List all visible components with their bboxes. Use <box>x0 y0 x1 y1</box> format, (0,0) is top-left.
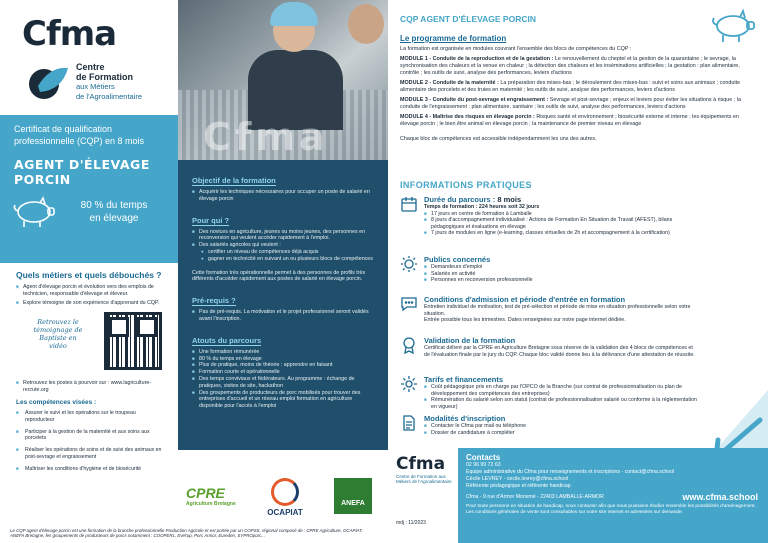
validation-text: Certificat délivré par la CPRE en Agriculture Bretagne sous réserve de la validation des 4 blocs de compétences et de l'évaluation finale par le jury du CQP. Chaque bloc validé donne lieu à la délivrance d'une attestation de réussite. <box>424 345 695 358</box>
ocapiat-ring-icon <box>271 478 299 506</box>
list-item: ■ 80 % du temps en élevage <box>192 356 374 363</box>
page-title: AGENT D'ÉLEVAGE PORCIN <box>14 157 150 187</box>
list-item: ■ Personnes en reconversion professionnelle <box>424 277 700 284</box>
list-item: ■ Salariés en activité <box>424 271 700 278</box>
phone-number[interactable]: 02 96 99 72 63 <box>466 462 501 468</box>
atouts-title: Atouts du parcours <box>192 335 262 345</box>
module-4: MODULE 4 - Maîtrise des risques en élevage porcin : Risques santé et environnement ; biosécurité externe et interne ; les équipements en élevage porcin ; le bien être animal en élevage porcin ; la maintenance de premier niveau en élevage <box>400 114 739 127</box>
list-item: ■ 17 jours en centre de formation à Lamballe <box>424 211 700 218</box>
publics-block <box>400 255 700 284</box>
publics-title: Publics concernés <box>424 255 491 264</box>
handicap-note: Pour toute personne en situation de handicap, nous contacter afin que nous puissions étudier ensemble les possibilités d'aménagement. Les conditions générales de vente sont consultables sur notre site internet et adressées sur demande. <box>466 504 756 515</box>
gear-icon <box>400 375 418 393</box>
right-column <box>388 0 768 543</box>
list-item: ■ Une formation rémunérée <box>192 349 374 356</box>
anefa-logo[interactable]: ANEFA <box>334 478 372 514</box>
qr-note: Retrouvez le témoignage de Baptiste en vidéo <box>33 318 83 351</box>
info-panel <box>178 160 388 450</box>
list-item: ■ Maîtriser les conditions d'hygiène et de biosécurité <box>16 466 166 473</box>
qr-zone <box>16 310 166 376</box>
programme-title: Le programme de formation <box>400 34 507 43</box>
pour-qui-title: Pour qui ? <box>192 215 230 225</box>
cpre-logo[interactable]: CPRE Agriculture Bretagne <box>186 485 236 507</box>
list-item: ■ Agent d'élevage porcin et évolution vers des emplois de technicien, responsable d'élevage et éleveur. <box>16 284 166 298</box>
admission-title: Conditions d'admission et période d'entrée en formation <box>424 295 626 304</box>
watermark: Cfma <box>203 115 329 159</box>
list-item: ■ Pas de pré-requis. La motivation et le projet professionnel seront validés avant l'inscription. <box>192 309 374 323</box>
title-block <box>0 115 178 263</box>
admission-text: Entrée possible tous les trimestres. Dates renseignées sur notre page internet dédiée. <box>424 317 626 324</box>
blocs-note: Chaque bloc de compétences est accessible indépendamment les uns des autres. <box>400 136 597 142</box>
list-item: ■ Coût pédagogique pris en charge par l'OPCO de la Branche (sur contrat de professionnalisation ou plan de développement des compétences des entreprises) <box>424 384 700 397</box>
tarifs-title: Tarifs et financements <box>424 375 504 384</box>
list-item: ■ 7 jours de modules en ligne (e-learning, classes virtuelles de 2h et accompagnement à la certification) <box>424 230 700 237</box>
validation-title: Validation de la formation <box>424 336 516 345</box>
cfma-logo[interactable] <box>0 0 178 115</box>
percent-callout: 80 % du temps en élevage <box>80 200 148 224</box>
list-item: ■ Des groupements de producteurs de porc mobilisés pour trouver des entreprises d'accueil et un réseau emploi formation en agriculture disponible pour l'accès à l'emploi <box>192 390 374 410</box>
programme-section <box>388 0 768 175</box>
badge-icon <box>400 336 418 354</box>
hero-photo <box>178 0 388 160</box>
postes-link[interactable]: ■ Retrouvez les postes à pourvoir sur : www.lagriculture-recrute.org <box>16 380 166 394</box>
info-title: INFORMATIONS PRATIQUES <box>400 180 532 190</box>
logo-subtitle: Centre de Formation aux Métiers de l'Agroalimentaire <box>76 62 143 101</box>
person-face <box>348 4 384 44</box>
list-item: ■ Demandeurs d'emploi <box>424 264 700 271</box>
document-icon <box>400 414 418 432</box>
module-2: MODULE 2 - Conduite de la maternité : La préparation des mises-bas ; le déroulement des mises-bas : suivi et soins aux animaux ; conduite alimentaire des porcelets et des truies en maternité ; les outils de suivi, analyse des performances, leviers d'actions <box>400 80 741 93</box>
programme-intro: La formation est organisée en modules couvrant l'ensemble des blocs de compétences du CQP : <box>400 46 632 52</box>
admission-block <box>400 295 700 324</box>
prerequis-title: Pré-requis ? <box>192 296 236 306</box>
logo-wordmark: Cfma <box>22 14 117 54</box>
certificate-line: Certificat de qualification professionnelle (CQP) en 8 mois <box>14 124 145 146</box>
disclaimer: Le CQP agent d'élevage porcin est une formation de la branche professionnelle Production Agricole et est portée par un COPSS, régional composé de : CPRE Agriculture, OCAPIAT, ANEFA Bretagne, les groupements de producteurs de porcs notamment : COOPERL, Evel'up, Porc Armor, Eureden, SYPROporc... <box>10 528 363 539</box>
ocapiat-logo[interactable]: OCAPIAT <box>260 478 310 517</box>
competences-title: Les compétences visées : <box>16 398 97 406</box>
contact-band <box>388 448 768 543</box>
address: Cfma - 9 rue d'Armor Monsmé - 22403 LAMBALLE-ARMOR <box>466 494 604 500</box>
list-item: ■ Assurer le suivi et les opérations sur le troupeau reproducteur <box>16 410 166 424</box>
sun-people-icon <box>400 255 418 273</box>
pour-qui-text: Cette formation très opérationnelle permet à des personnes de profils très différents d'accéder rapidement aux postes de salarié en élevage porcin. <box>192 269 366 283</box>
edition-date: mdj : 11/2023 <box>396 520 426 526</box>
list-item: ■ Formation courte et opérationnelle <box>192 369 374 376</box>
modalites-block <box>400 414 700 436</box>
calendar-icon <box>400 195 418 213</box>
list-item: ● certifier un niveau de compétences déjà acquis <box>192 249 374 256</box>
list-item: ■ Rémunération du salarié selon son statut (contrat de professionnalisation salarié ou conforme à la réglementation en vigueur) <box>424 397 700 410</box>
left-column <box>0 0 178 543</box>
chat-icon <box>400 295 418 313</box>
list-item: ■ Acquérir les techniques nécessaires pour occuper un poste de salarié en élevage porcin <box>192 189 374 203</box>
contact-line[interactable]: Equipe administrative du Cfma pour renseignements et inscriptions - contact@cfma.school <box>466 469 675 475</box>
list-item: ● gagner en technicité en suivant un ou plusieurs blocs de compétences <box>192 256 374 263</box>
list-item: ■ Plus de pratique, moins de théorie : apprendre en faisant <box>192 362 374 369</box>
contact-line[interactable]: Cécile LEVREY - cecile.levrey@cfma.school <box>466 476 569 482</box>
modalites-title: Modalités d'inscription <box>424 414 506 423</box>
metiers-section <box>16 270 166 478</box>
list-item: ■ Explore témoigne de son expérience d'apprenant du CQP. <box>16 300 166 307</box>
admission-text: Entretien individuel de motivation, test de pré-sélection et période de mise en situation professionnelle selon votre situation. <box>424 304 691 317</box>
metiers-title: Quels métiers et quels débouchés ? <box>16 270 162 280</box>
contacts-title: Contacts <box>466 453 501 462</box>
logo-leaf-icon <box>28 62 72 102</box>
section-kicker: CQP AGENT D'ÉLEVAGE PORCIN <box>400 14 536 24</box>
tarifs-block <box>400 375 700 410</box>
contact-box <box>458 448 768 543</box>
list-item: ■ 8 jours d'accompagnement individualisé : Actions de Formation En Situation de Travail (AFEST), bilans pédagogiques et évaluations en élevage <box>424 217 700 230</box>
list-item: ■ Participer à la gestion de la maternité et aux soins aux porcelets <box>16 429 166 443</box>
list-item: ■ Dossier de candidature à compléter <box>424 430 700 437</box>
list-item: ■ Contacter le Cfma par mail ou téléphone <box>424 423 700 430</box>
cfma-logo[interactable]: Cfma Centre de Formation aux Métiers de l'Agroalimentaire <box>396 448 458 543</box>
validation-block <box>400 336 700 358</box>
duree-title: Durée du parcours : 8 mois <box>424 195 522 204</box>
objectif-title: Objectif de la formation <box>192 176 276 185</box>
list-item: ■ Réaliser les opérations de soins et de suivi des animaux en post-sevrage et engraissement <box>16 447 166 461</box>
module-1: MODULE 1 - Conduite de la reproduction et de la gestation : Le renouvellement du cheptel et la gestion de la quarantaine ; le sevrage, la synchronisation des chaleurs et la venue en chaleur ; la détection des chaleurs et les inséminations artificielles ; la gestation : plan alimentaire, contrôle ; les outils de suivi, analyse des performances, leviers d'actions <box>400 56 740 76</box>
website-link[interactable]: www.cfma.school <box>682 492 758 502</box>
middle-column <box>178 0 388 543</box>
list-item: ■ Des novices en agriculture, jeunes ou moins jeunes, des personnes en reconversion qui veulent accéder rapidement à l'emploi. <box>192 229 374 243</box>
list-item: ■ Des temps conviviaux et fédérateurs. Au programme : échange de pratiques, visites de site, hackathon <box>192 376 374 390</box>
module-3: MODULE 3 - Conduite du post-sevrage et engraissement : Sevrage et post-sevrage ; enjeux et leviers pour éviter les situations à risque ; la conduite de l'engraissement : plan alimentaire, sanitaire ; les outils de suivi, analyse des performances, leviers d'actions <box>400 97 741 110</box>
list-item: ■ Des salariés agricoles qui veulent : <box>192 242 374 249</box>
duree-line: Temps de formation : 224 heures soit 32 jours <box>424 204 540 210</box>
duree-block <box>400 195 700 237</box>
pig-icon <box>10 195 58 229</box>
qr-code-icon[interactable] <box>104 312 162 370</box>
hygiene-cap <box>270 2 318 26</box>
contact-line: Référente pédagogique et référente handicap <box>466 483 571 489</box>
